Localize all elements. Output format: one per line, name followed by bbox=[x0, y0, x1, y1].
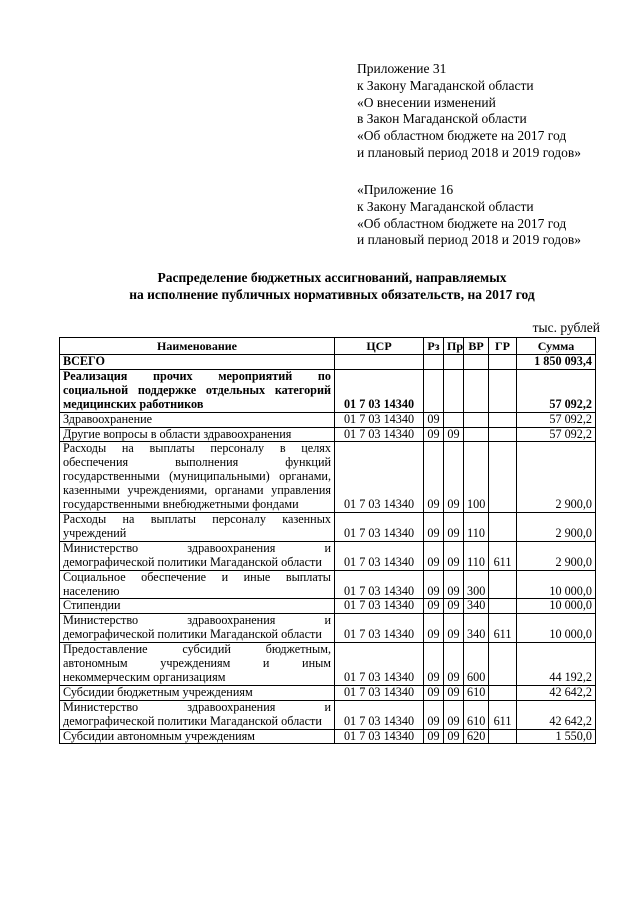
cell-gr bbox=[489, 369, 517, 412]
cell-csr: 01 7 03 14340 bbox=[335, 614, 424, 643]
cell-sum: 2 900,0 bbox=[517, 541, 596, 570]
cell-name: ВСЕГО bbox=[60, 355, 335, 370]
cell-rz bbox=[424, 369, 444, 412]
cell-sum: 10 000,0 bbox=[517, 570, 596, 599]
cell-vr: 340 bbox=[464, 614, 489, 643]
cell-pr bbox=[444, 412, 464, 427]
cell-pr: 09 bbox=[444, 570, 464, 599]
cell-pr: 09 bbox=[444, 685, 464, 700]
cell-rz: 09 bbox=[424, 442, 444, 513]
cell-name: Субсидии автономным учреждениям bbox=[60, 729, 335, 744]
cell-pr: 09 bbox=[444, 599, 464, 614]
table-row bbox=[60, 427, 596, 442]
table-row bbox=[60, 685, 596, 700]
cell-vr: 100 bbox=[464, 442, 489, 513]
cell-pr: 09 bbox=[444, 427, 464, 442]
cell-vr bbox=[464, 427, 489, 442]
cell-rz: 09 bbox=[424, 614, 444, 643]
table-row bbox=[60, 369, 596, 412]
header-gr: ГР bbox=[489, 338, 517, 355]
cell-gr bbox=[489, 355, 517, 370]
appendix-line: «О внесении изменений bbox=[357, 94, 496, 110]
table-row bbox=[60, 412, 596, 427]
appendix-line: Приложение 31 bbox=[357, 61, 447, 76]
cell-rz: 09 bbox=[424, 412, 444, 427]
budget-table bbox=[59, 337, 596, 744]
cell-sum: 10 000,0 bbox=[517, 599, 596, 614]
cell-gr: 611 bbox=[489, 700, 517, 729]
cell-csr: 01 7 03 14340 bbox=[335, 541, 424, 570]
cell-sum: 2 900,0 bbox=[517, 512, 596, 541]
cell-rz: 09 bbox=[424, 599, 444, 614]
table-row bbox=[60, 541, 596, 570]
cell-pr bbox=[444, 355, 464, 370]
cell-vr: 110 bbox=[464, 512, 489, 541]
header-vr: ВР bbox=[464, 338, 489, 355]
table-row bbox=[60, 570, 596, 599]
cell-name: Здравоохранение bbox=[60, 412, 335, 427]
cell-rz: 09 bbox=[424, 570, 444, 599]
cell-pr: 09 bbox=[444, 700, 464, 729]
cell-csr: 01 7 03 14340 bbox=[335, 599, 424, 614]
cell-csr: 01 7 03 14340 bbox=[335, 427, 424, 442]
appendix-line: и плановый период 2018 и 2019 годов» bbox=[357, 144, 582, 160]
cell-sum: 10 000,0 bbox=[517, 614, 596, 643]
cell-name: Министерство здравоохранения и демографической политики Магаданской области bbox=[60, 614, 335, 643]
units-label: тыс. рублей bbox=[532, 320, 600, 335]
cell-gr bbox=[489, 729, 517, 744]
cell-csr: 01 7 03 14340 bbox=[335, 643, 424, 686]
cell-rz: 09 bbox=[424, 700, 444, 729]
cell-pr: 09 bbox=[444, 729, 464, 744]
cell-pr: 09 bbox=[444, 541, 464, 570]
cell-gr bbox=[489, 442, 517, 513]
cell-csr: 01 7 03 14340 bbox=[335, 570, 424, 599]
cell-sum: 44 192,2 bbox=[517, 643, 596, 686]
cell-sum: 1 550,0 bbox=[517, 729, 596, 744]
cell-name: Субсидии бюджетным учреждениям bbox=[60, 685, 335, 700]
table-row bbox=[60, 442, 596, 513]
cell-sum: 42 642,2 bbox=[517, 700, 596, 729]
cell-pr: 09 bbox=[444, 512, 464, 541]
cell-name: Другие вопросы в области здравоохранения bbox=[60, 427, 335, 442]
cell-gr bbox=[489, 412, 517, 427]
header-sum: Сумма bbox=[517, 338, 596, 355]
cell-vr bbox=[464, 412, 489, 427]
appendix-line: в Закон Магаданской области bbox=[357, 111, 527, 127]
title-line-2: на исполнение публичных нормативных обязательств, на 2017 год bbox=[129, 287, 535, 302]
appendix-31-header bbox=[357, 61, 581, 162]
cell-rz: 09 bbox=[424, 643, 444, 686]
cell-pr bbox=[444, 369, 464, 412]
cell-pr: 09 bbox=[444, 614, 464, 643]
cell-name: Расходы на выплаты персоналу в целях обеспечения выполнения функций государственными (муниципальными) органами, казенными учреждениями, органами управления государственными внебюджетными фондами bbox=[60, 442, 335, 513]
cell-name: Стипендии bbox=[60, 599, 335, 614]
cell-vr: 620 bbox=[464, 729, 489, 744]
cell-gr bbox=[489, 427, 517, 442]
header-csr: ЦСР bbox=[335, 338, 424, 355]
cell-sum: 1 850 093,4 bbox=[517, 355, 596, 370]
cell-vr: 110 bbox=[464, 541, 489, 570]
appendix-line: к Закону Магаданской области bbox=[357, 77, 534, 93]
cell-gr: 611 bbox=[489, 614, 517, 643]
cell-vr: 300 bbox=[464, 570, 489, 599]
document-title bbox=[0, 269, 640, 303]
cell-rz: 09 bbox=[424, 685, 444, 700]
cell-vr: 610 bbox=[464, 700, 489, 729]
cell-pr: 09 bbox=[444, 442, 464, 513]
cell-gr bbox=[489, 685, 517, 700]
table-row bbox=[60, 700, 596, 729]
cell-csr: 01 7 03 14340 bbox=[335, 685, 424, 700]
cell-rz: 09 bbox=[424, 729, 444, 744]
cell-csr: 01 7 03 14340 bbox=[335, 442, 424, 513]
cell-gr bbox=[489, 643, 517, 686]
table-row bbox=[60, 643, 596, 686]
cell-rz: 09 bbox=[424, 427, 444, 442]
cell-name: Министерство здравоохранения и демографической политики Магаданской области bbox=[60, 541, 335, 570]
cell-name: Предоставление субсидий бюджетным, автономным учреждениям и иным некоммерческим организациям bbox=[60, 643, 335, 686]
cell-csr: 01 7 03 14340 bbox=[335, 700, 424, 729]
cell-vr: 610 bbox=[464, 685, 489, 700]
cell-csr: 01 7 03 14340 bbox=[335, 512, 424, 541]
cell-gr: 611 bbox=[489, 541, 517, 570]
cell-rz bbox=[424, 355, 444, 370]
cell-name: Министерство здравоохранения и демографической политики Магаданской области bbox=[60, 700, 335, 729]
title-line-1: Распределение бюджетных ассигнований, направляемых bbox=[157, 270, 507, 285]
header-rz: Рз bbox=[424, 338, 444, 355]
cell-vr bbox=[464, 355, 489, 370]
table-body bbox=[60, 355, 596, 744]
appendix-line: «Об областном бюджете на 2017 год bbox=[357, 215, 567, 231]
table-row bbox=[60, 729, 596, 744]
table-row bbox=[60, 614, 596, 643]
cell-gr bbox=[489, 512, 517, 541]
cell-name: Социальное обеспечение и иные выплаты населению bbox=[60, 570, 335, 599]
cell-sum: 42 642,2 bbox=[517, 685, 596, 700]
cell-csr bbox=[335, 355, 424, 370]
appendix-line: «Об областном бюджете на 2017 год bbox=[357, 128, 567, 144]
table-row bbox=[60, 512, 596, 541]
header-name: Наименование bbox=[60, 338, 335, 355]
appendix-line: и плановый период 2018 и 2019 годов» bbox=[357, 232, 582, 248]
cell-sum: 57 092,2 bbox=[517, 369, 596, 412]
cell-vr: 340 bbox=[464, 599, 489, 614]
cell-sum: 2 900,0 bbox=[517, 442, 596, 513]
appendix-16-header bbox=[357, 182, 581, 249]
cell-csr: 01 7 03 14340 bbox=[335, 412, 424, 427]
cell-csr: 01 7 03 14340 bbox=[335, 369, 424, 412]
cell-name: Реализация прочих мероприятий по социальной поддержке отдельных категорий медицинских работников bbox=[60, 369, 335, 412]
cell-rz: 09 bbox=[424, 512, 444, 541]
cell-vr bbox=[464, 369, 489, 412]
appendix-line: «Приложение 16 bbox=[357, 182, 454, 197]
cell-sum: 57 092,2 bbox=[517, 412, 596, 427]
cell-gr bbox=[489, 570, 517, 599]
cell-sum: 57 092,2 bbox=[517, 427, 596, 442]
appendix-line: к Закону Магаданской области bbox=[357, 198, 534, 214]
cell-gr bbox=[489, 599, 517, 614]
cell-vr: 600 bbox=[464, 643, 489, 686]
cell-csr: 01 7 03 14340 bbox=[335, 729, 424, 744]
table-header-row bbox=[60, 338, 596, 355]
cell-rz: 09 bbox=[424, 541, 444, 570]
cell-name: Расходы на выплаты персоналу казенных учреждений bbox=[60, 512, 335, 541]
cell-pr: 09 bbox=[444, 643, 464, 686]
header-pr: Пр bbox=[444, 338, 464, 355]
table-row bbox=[60, 355, 596, 370]
table-row bbox=[60, 599, 596, 614]
